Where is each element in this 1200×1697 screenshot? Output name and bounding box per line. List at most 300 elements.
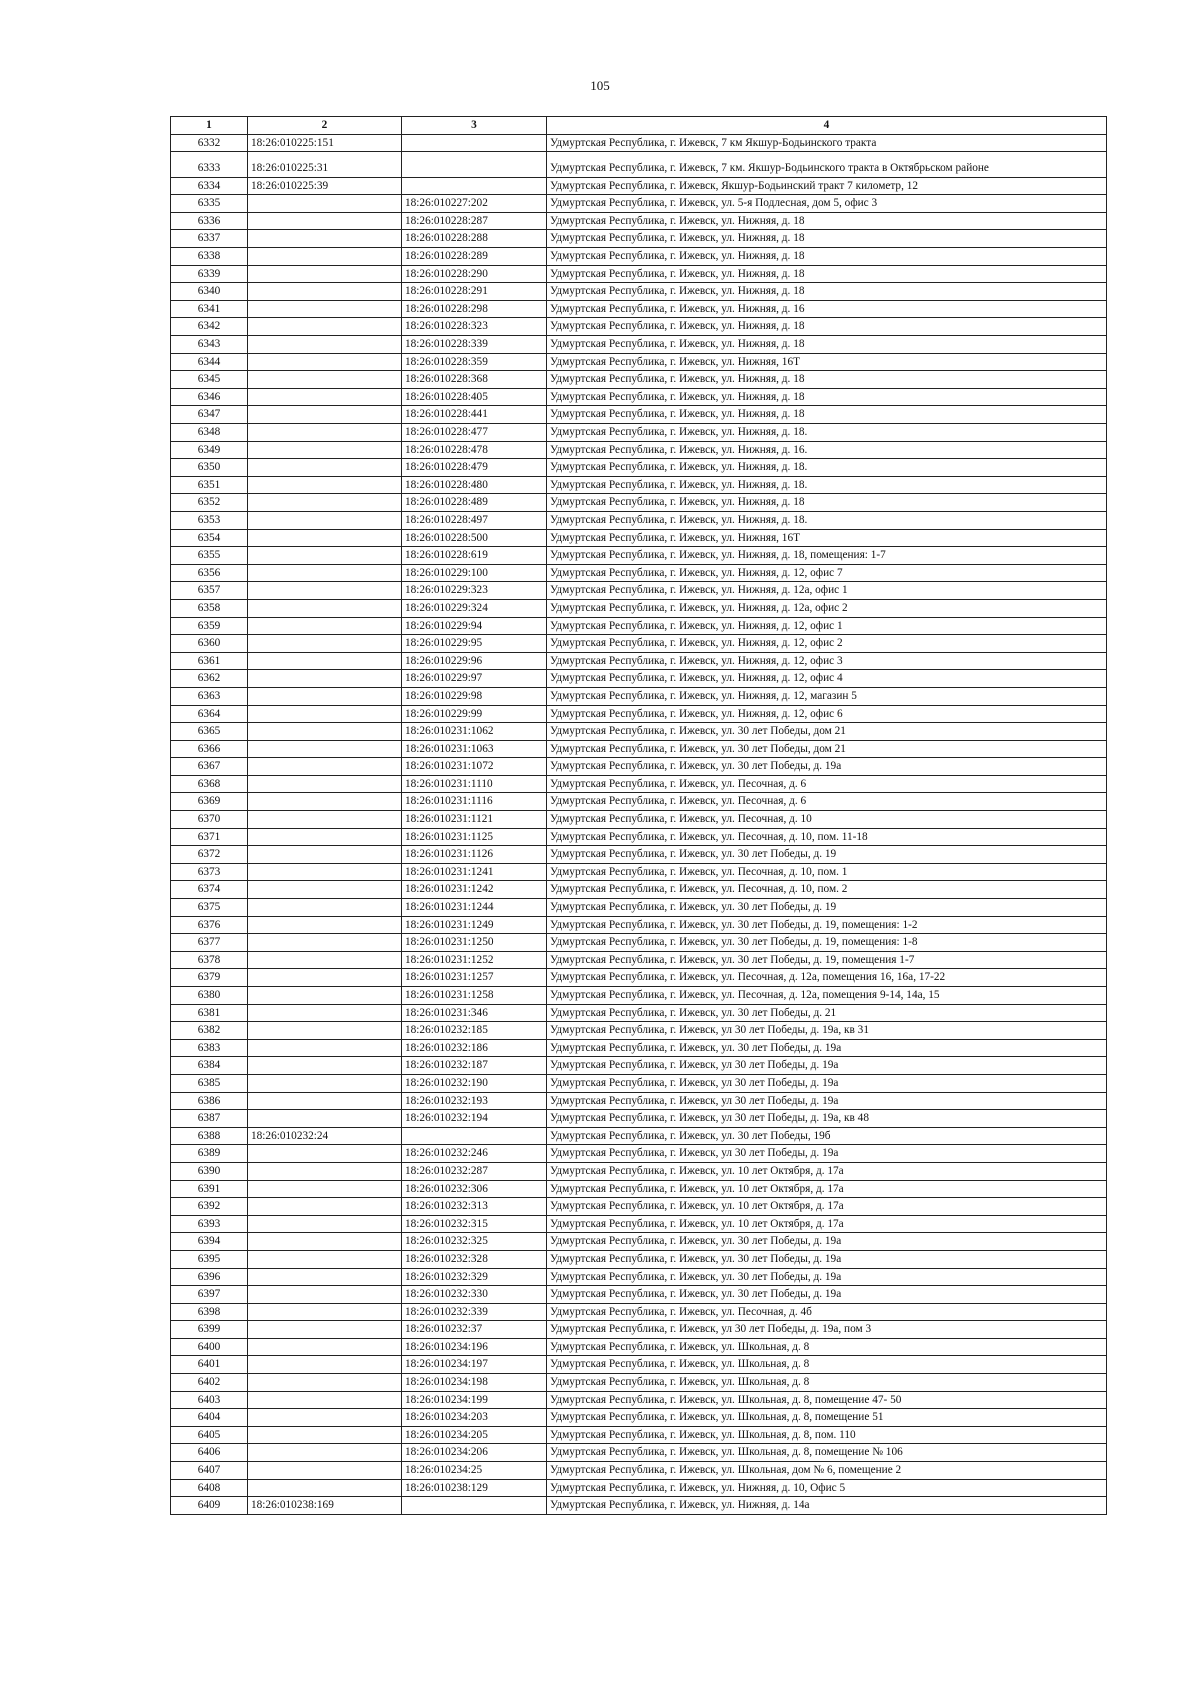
table-row	[171, 441, 1107, 459]
address-cell: Удмуртская Республика, г. Ижевск, ул. Нижняя, д. 18	[547, 371, 1107, 389]
parcel-number-cell	[248, 793, 402, 811]
table-row	[171, 1110, 1107, 1128]
parcel-number-cell	[248, 336, 402, 354]
object-number-cell: 18:26:010229:99	[402, 705, 547, 723]
parcel-number-cell	[248, 1286, 402, 1304]
row-number-cell: 6374	[171, 881, 248, 899]
row-number-cell: 6352	[171, 494, 248, 512]
parcel-number-cell	[248, 1039, 402, 1057]
parcel-number-cell	[248, 300, 402, 318]
parcel-number-cell: 18:26:010225:31	[248, 152, 402, 178]
row-number-cell: 6407	[171, 1462, 248, 1480]
row-number-cell: 6395	[171, 1250, 248, 1268]
address-cell: Удмуртская Республика, г. Ижевск, ул 30 лет Победы, д. 19а	[547, 1074, 1107, 1092]
address-cell: Удмуртская Республика, г. Ижевск, ул. Песочная, д. 10, пом. 2	[547, 881, 1107, 899]
address-cell: Удмуртская Республика, г. Ижевск, Якшур-Бодьинский тракт 7 километр, 12	[547, 177, 1107, 195]
parcel-number-cell	[248, 1233, 402, 1251]
object-number-cell: 18:26:010231:1116	[402, 793, 547, 811]
address-cell: Удмуртская Республика, г. Ижевск, ул 30 лет Победы, д. 19а, кв 48	[547, 1110, 1107, 1128]
table-row	[171, 1180, 1107, 1198]
row-number-cell: 6340	[171, 283, 248, 301]
table-row	[171, 1409, 1107, 1427]
object-number-cell: 18:26:010231:1062	[402, 723, 547, 741]
table-row	[171, 934, 1107, 952]
table-row	[171, 406, 1107, 424]
object-number-cell: 18:26:010232:37	[402, 1321, 547, 1339]
address-cell: Удмуртская Республика, г. Ижевск, ул. Нижняя, д. 18	[547, 212, 1107, 230]
address-cell: Удмуртская Республика, г. Ижевск, ул. Нижняя, д. 12а, офис 1	[547, 582, 1107, 600]
object-number-cell: 18:26:010228:298	[402, 300, 547, 318]
address-cell: Удмуртская Республика, г. Ижевск, ул. 30 лет Победы, д. 19а	[547, 1250, 1107, 1268]
object-number-cell: 18:26:010228:479	[402, 459, 547, 477]
address-cell: Удмуртская Республика, г. Ижевск, ул. Нижняя, д. 14а	[547, 1497, 1107, 1515]
address-cell: Удмуртская Республика, г. Ижевск, ул. Песочная, д. 4б	[547, 1303, 1107, 1321]
table-row	[171, 1074, 1107, 1092]
row-number-cell: 6347	[171, 406, 248, 424]
row-number-cell: 6342	[171, 318, 248, 336]
row-number-cell: 6391	[171, 1180, 248, 1198]
address-cell: Удмуртская Республика, г. Ижевск, ул. Нижняя, д. 18.	[547, 459, 1107, 477]
header-col-1: 1	[171, 117, 248, 135]
object-number-cell: 18:26:010228:368	[402, 371, 547, 389]
row-number-cell: 6332	[171, 134, 248, 152]
row-number-cell: 6345	[171, 371, 248, 389]
row-number-cell: 6337	[171, 230, 248, 248]
header-col-3: 3	[402, 117, 547, 135]
table-row	[171, 318, 1107, 336]
table-row	[171, 459, 1107, 477]
parcel-number-cell	[248, 1426, 402, 1444]
object-number-cell: 18:26:010232:194	[402, 1110, 547, 1128]
address-cell: Удмуртская Республика, г. Ижевск, ул. Песочная, д. 12а, помещения 9-14, 14а, 15	[547, 987, 1107, 1005]
table-row	[171, 1391, 1107, 1409]
parcel-number-cell	[248, 388, 402, 406]
header-col-4: 4	[547, 117, 1107, 135]
address-cell: Удмуртская Республика, г. Ижевск, ул. Нижняя, д. 18.	[547, 476, 1107, 494]
parcel-number-cell	[248, 318, 402, 336]
address-cell: Удмуртская Республика, г. Ижевск, ул. 30 лет Победы, д. 19	[547, 899, 1107, 917]
address-cell: Удмуртская Республика, г. Ижевск, ул. Школьная, д. 8, помещение № 106	[547, 1444, 1107, 1462]
row-number-cell: 6383	[171, 1039, 248, 1057]
row-number-cell: 6363	[171, 687, 248, 705]
row-number-cell: 6406	[171, 1444, 248, 1462]
parcel-number-cell	[248, 969, 402, 987]
table-row	[171, 599, 1107, 617]
object-number-cell: 18:26:010228:323	[402, 318, 547, 336]
parcel-number-cell	[248, 1180, 402, 1198]
row-number-cell: 6368	[171, 775, 248, 793]
page-number: 105	[590, 78, 610, 93]
row-number-cell: 6397	[171, 1286, 248, 1304]
object-number-cell: 18:26:010234:203	[402, 1409, 547, 1427]
object-number-cell: 18:26:010232:190	[402, 1074, 547, 1092]
address-cell: Удмуртская Республика, г. Ижевск, ул. Нижняя, д. 12, офис 3	[547, 652, 1107, 670]
row-number-cell: 6387	[171, 1110, 248, 1128]
object-number-cell: 18:26:010228:497	[402, 511, 547, 529]
object-number-cell: 18:26:010231:1063	[402, 740, 547, 758]
table-row	[171, 1145, 1107, 1163]
address-cell: Удмуртская Республика, г. Ижевск, ул. Нижняя, д. 18	[547, 494, 1107, 512]
table-row	[171, 1479, 1107, 1497]
parcel-number-cell	[248, 951, 402, 969]
row-number-cell: 6353	[171, 511, 248, 529]
table-row	[171, 652, 1107, 670]
row-number-cell: 6356	[171, 564, 248, 582]
row-number-cell: 6344	[171, 353, 248, 371]
parcel-number-cell	[248, 1444, 402, 1462]
row-number-cell: 6362	[171, 670, 248, 688]
object-number-cell: 18:26:010228:619	[402, 547, 547, 565]
address-cell: Удмуртская Республика, г. Ижевск, ул 30 лет Победы, д. 19а	[547, 1057, 1107, 1075]
parcel-number-cell	[248, 441, 402, 459]
table-row	[171, 1004, 1107, 1022]
parcel-number-cell	[248, 406, 402, 424]
address-cell: Удмуртская Республика, г. Ижевск, ул. Песочная, д. 12а, помещения 16, 16а, 17-22	[547, 969, 1107, 987]
address-cell: Удмуртская Республика, г. Ижевск, ул. Нижняя, д. 12, магазин 5	[547, 687, 1107, 705]
address-cell: Удмуртская Республика, г. Ижевск, ул. 30 лет Победы, д. 19а	[547, 1268, 1107, 1286]
address-cell: Удмуртская Республика, г. Ижевск, ул. 5-я Подлесная, дом 5, офис 3	[547, 195, 1107, 213]
table-row	[171, 1374, 1107, 1392]
row-number-cell: 6343	[171, 336, 248, 354]
row-number-cell: 6394	[171, 1233, 248, 1251]
object-number-cell: 18:26:010232:325	[402, 1233, 547, 1251]
table-row	[171, 1092, 1107, 1110]
address-cell: Удмуртская Республика, г. Ижевск, ул. Школьная, д. 8, помещение 51	[547, 1409, 1107, 1427]
table-row	[171, 670, 1107, 688]
row-number-cell: 6333	[171, 152, 248, 178]
address-cell: Удмуртская Республика, г. Ижевск, ул. Песочная, д. 10	[547, 811, 1107, 829]
parcel-number-cell	[248, 652, 402, 670]
address-cell: Удмуртская Республика, г. Ижевск, ул. Нижняя, д. 12, офис 4	[547, 670, 1107, 688]
object-number-cell: 18:26:010234:206	[402, 1444, 547, 1462]
row-number-cell: 6398	[171, 1303, 248, 1321]
table-row	[171, 230, 1107, 248]
table-row	[171, 265, 1107, 283]
row-number-cell: 6409	[171, 1497, 248, 1515]
object-number-cell: 18:26:010234:196	[402, 1338, 547, 1356]
header-row	[171, 117, 1107, 135]
object-number-cell: 18:26:010231:1110	[402, 775, 547, 793]
row-number-cell: 6396	[171, 1268, 248, 1286]
address-cell: Удмуртская Республика, г. Ижевск, ул. 30 лет Победы, 19б	[547, 1127, 1107, 1145]
table-row	[171, 1039, 1107, 1057]
parcel-number-cell	[248, 1022, 402, 1040]
object-number-cell: 18:26:010228:478	[402, 441, 547, 459]
row-number-cell: 6376	[171, 916, 248, 934]
address-cell: Удмуртская Республика, г. Ижевск, ул. 30 лет Победы, дом 21	[547, 723, 1107, 741]
table-row	[171, 1356, 1107, 1374]
address-cell: Удмуртская Республика, г. Ижевск, ул. 30 лет Победы, д. 19, помещения: 1-2	[547, 916, 1107, 934]
object-number-cell: 18:26:010229:323	[402, 582, 547, 600]
object-number-cell: 18:26:010232:328	[402, 1250, 547, 1268]
row-number-cell: 6403	[171, 1391, 248, 1409]
row-number-cell: 6354	[171, 529, 248, 547]
object-number-cell: 18:26:010231:1241	[402, 863, 547, 881]
parcel-number-cell	[248, 1303, 402, 1321]
address-cell: Удмуртская Республика, г. Ижевск, ул. 30 лет Победы, д. 19а	[547, 1039, 1107, 1057]
table-row	[171, 177, 1107, 195]
object-number-cell: 18:26:010228:288	[402, 230, 547, 248]
row-number-cell: 6364	[171, 705, 248, 723]
address-cell: Удмуртская Республика, г. Ижевск, ул. 30 лет Победы, д. 19, помещения: 1-8	[547, 934, 1107, 952]
object-number-cell	[402, 1497, 547, 1515]
address-cell: Удмуртская Республика, г. Ижевск, ул. Песочная, д. 6	[547, 793, 1107, 811]
address-cell: Удмуртская Республика, г. Ижевск, ул. 30 лет Победы, д. 19а	[547, 1233, 1107, 1251]
row-number-cell: 6351	[171, 476, 248, 494]
address-cell: Удмуртская Республика, г. Ижевск, ул. Нижняя, д. 12, офис 2	[547, 635, 1107, 653]
object-number-cell: 18:26:010228:339	[402, 336, 547, 354]
row-number-cell: 6399	[171, 1321, 248, 1339]
table-row	[171, 476, 1107, 494]
row-number-cell: 6370	[171, 811, 248, 829]
table-row	[171, 863, 1107, 881]
row-number-cell: 6384	[171, 1057, 248, 1075]
object-number-cell: 18:26:010229:94	[402, 617, 547, 635]
address-cell: Удмуртская Республика, г. Ижевск, ул. Нижняя, д. 12, офис 1	[547, 617, 1107, 635]
row-number-cell: 6366	[171, 740, 248, 758]
table-row	[171, 248, 1107, 266]
row-number-cell: 6371	[171, 828, 248, 846]
table-row	[171, 811, 1107, 829]
registry-table	[170, 116, 1107, 1515]
address-cell: Удмуртская Республика, г. Ижевск, ул. Нижняя, д. 16	[547, 300, 1107, 318]
row-number-cell: 6381	[171, 1004, 248, 1022]
table-row	[171, 740, 1107, 758]
parcel-number-cell	[248, 1004, 402, 1022]
address-cell: Удмуртская Республика, г. Ижевск, ул 30 лет Победы, д. 19а	[547, 1092, 1107, 1110]
row-number-cell: 6393	[171, 1215, 248, 1233]
object-number-cell: 18:26:010228:405	[402, 388, 547, 406]
header-col-2: 2	[248, 117, 402, 135]
row-number-cell: 6408	[171, 1479, 248, 1497]
parcel-number-cell	[248, 476, 402, 494]
object-number-cell: 18:26:010231:1072	[402, 758, 547, 776]
address-cell: Удмуртская Республика, г. Ижевск, ул. Песочная, д. 10, пом. 11-18	[547, 828, 1107, 846]
table-row	[171, 152, 1107, 178]
row-number-cell: 6350	[171, 459, 248, 477]
object-number-cell: 18:26:010231:1125	[402, 828, 547, 846]
parcel-number-cell	[248, 899, 402, 917]
table-row	[171, 1444, 1107, 1462]
object-number-cell: 18:26:010228:477	[402, 424, 547, 442]
table-row	[171, 1022, 1107, 1040]
object-number-cell: 18:26:010231:1249	[402, 916, 547, 934]
object-number-cell: 18:26:010228:489	[402, 494, 547, 512]
address-cell: Удмуртская Республика, г. Ижевск, 7 км Якшур-Бодьинского тракта	[547, 134, 1107, 152]
address-cell: Удмуртская Республика, г. Ижевск, ул. 10 лет Октября, д. 17а	[547, 1215, 1107, 1233]
table-row	[171, 705, 1107, 723]
table-row	[171, 1198, 1107, 1216]
address-cell: Удмуртская Республика, г. Ижевск, ул. 10 лет Октября, д. 17а	[547, 1162, 1107, 1180]
object-number-cell: 18:26:010232:186	[402, 1039, 547, 1057]
table-row	[171, 1497, 1107, 1515]
object-number-cell: 18:26:010231:1244	[402, 899, 547, 917]
object-number-cell: 18:26:010231:1250	[402, 934, 547, 952]
row-number-cell: 6355	[171, 547, 248, 565]
parcel-number-cell	[248, 846, 402, 864]
parcel-number-cell	[248, 1462, 402, 1480]
object-number-cell: 18:26:010228:500	[402, 529, 547, 547]
address-cell: Удмуртская Республика, г. Ижевск, ул. 10 лет Октября, д. 17а	[547, 1180, 1107, 1198]
table-row	[171, 1162, 1107, 1180]
parcel-number-cell	[248, 424, 402, 442]
table-row	[171, 1057, 1107, 1075]
row-number-cell: 6372	[171, 846, 248, 864]
row-number-cell: 6369	[171, 793, 248, 811]
object-number-cell: 18:26:010229:96	[402, 652, 547, 670]
table-row	[171, 283, 1107, 301]
row-number-cell: 6385	[171, 1074, 248, 1092]
address-cell: Удмуртская Республика, г. Ижевск, ул. Нижняя, д. 10, Офис 5	[547, 1479, 1107, 1497]
row-number-cell: 6373	[171, 863, 248, 881]
address-cell: Удмуртская Республика, г. Ижевск, ул. Школьная, д. 8, пом. 110	[547, 1426, 1107, 1444]
row-number-cell: 6359	[171, 617, 248, 635]
address-cell: Удмуртская Республика, г. Ижевск, 7 км. Якшур-Бодьинского тракта в Октябрьском районе	[547, 152, 1107, 178]
parcel-number-cell	[248, 1198, 402, 1216]
parcel-number-cell	[248, 987, 402, 1005]
table-row	[171, 1268, 1107, 1286]
parcel-number-cell	[248, 1162, 402, 1180]
object-number-cell: 18:26:010231:1242	[402, 881, 547, 899]
table-row	[171, 424, 1107, 442]
parcel-number-cell	[248, 723, 402, 741]
object-number-cell: 18:26:010232:306	[402, 1180, 547, 1198]
row-number-cell: 6360	[171, 635, 248, 653]
row-number-cell: 6388	[171, 1127, 248, 1145]
parcel-number-cell	[248, 705, 402, 723]
address-cell: Удмуртская Республика, г. Ижевск, ул. Нижняя, 16Т	[547, 529, 1107, 547]
address-cell: Удмуртская Республика, г. Ижевск, ул. Нижняя, д. 18	[547, 388, 1107, 406]
table-row	[171, 828, 1107, 846]
table-row	[171, 1321, 1107, 1339]
table-row	[171, 1215, 1107, 1233]
object-number-cell: 18:26:010232:246	[402, 1145, 547, 1163]
table-row	[171, 635, 1107, 653]
table-row	[171, 758, 1107, 776]
row-number-cell: 6386	[171, 1092, 248, 1110]
row-number-cell: 6392	[171, 1198, 248, 1216]
address-cell: Удмуртская Республика, г. Ижевск, ул 30 лет Победы, д. 19а, кв 31	[547, 1022, 1107, 1040]
address-cell: Удмуртская Республика, г. Ижевск, ул. Школьная, д. 8, помещение 47- 50	[547, 1391, 1107, 1409]
row-number-cell: 6357	[171, 582, 248, 600]
parcel-number-cell	[248, 687, 402, 705]
table-row	[171, 723, 1107, 741]
address-cell: Удмуртская Республика, г. Ижевск, ул. 30 лет Победы, д. 21	[547, 1004, 1107, 1022]
row-number-cell: 6379	[171, 969, 248, 987]
row-number-cell: 6400	[171, 1338, 248, 1356]
row-number-cell: 6349	[171, 441, 248, 459]
object-number-cell: 18:26:010228:441	[402, 406, 547, 424]
parcel-number-cell	[248, 230, 402, 248]
parcel-number-cell	[248, 1057, 402, 1075]
object-number-cell: 18:26:010228:289	[402, 248, 547, 266]
address-cell: Удмуртская Республика, г. Ижевск, ул. Нижняя, д. 18	[547, 265, 1107, 283]
table-row	[171, 212, 1107, 230]
address-cell: Удмуртская Республика, г. Ижевск, ул 30 лет Победы, д. 19а	[547, 1145, 1107, 1163]
object-number-cell: 18:26:010232:315	[402, 1215, 547, 1233]
table-row	[171, 987, 1107, 1005]
parcel-number-cell	[248, 670, 402, 688]
table-row	[171, 793, 1107, 811]
table-row	[171, 336, 1107, 354]
table-row	[171, 846, 1107, 864]
row-number-cell: 6341	[171, 300, 248, 318]
table-row	[171, 494, 1107, 512]
table-row	[171, 300, 1107, 318]
object-number-cell: 18:26:010234:198	[402, 1374, 547, 1392]
object-number-cell: 18:26:010228:290	[402, 265, 547, 283]
address-cell: Удмуртская Республика, г. Ижевск, ул. 10 лет Октября, д. 17а	[547, 1198, 1107, 1216]
table-row	[171, 134, 1107, 152]
object-number-cell: 18:26:010229:324	[402, 599, 547, 617]
table-header	[171, 117, 1107, 135]
object-number-cell: 18:26:010228:359	[402, 353, 547, 371]
address-cell: Удмуртская Республика, г. Ижевск, ул. 30 лет Победы, д. 19а	[547, 1286, 1107, 1304]
object-number-cell: 18:26:010229:100	[402, 564, 547, 582]
table-row	[171, 388, 1107, 406]
parcel-number-cell	[248, 529, 402, 547]
parcel-number-cell	[248, 1074, 402, 1092]
parcel-number-cell	[248, 265, 402, 283]
address-cell: Удмуртская Республика, г. Ижевск, ул. Нижняя, д. 12а, офис 2	[547, 599, 1107, 617]
object-number-cell: 18:26:010231:1126	[402, 846, 547, 864]
table-row	[171, 881, 1107, 899]
object-number-cell: 18:26:010231:1257	[402, 969, 547, 987]
address-cell: Удмуртская Республика, г. Ижевск, ул. Нижняя, д. 18	[547, 318, 1107, 336]
parcel-number-cell	[248, 881, 402, 899]
parcel-number-cell	[248, 547, 402, 565]
parcel-number-cell	[248, 582, 402, 600]
object-number-cell: 18:26:010231:346	[402, 1004, 547, 1022]
row-number-cell: 6334	[171, 177, 248, 195]
table-row	[171, 1338, 1107, 1356]
parcel-number-cell	[248, 775, 402, 793]
row-number-cell: 6377	[171, 934, 248, 952]
parcel-number-cell	[248, 1374, 402, 1392]
row-number-cell: 6338	[171, 248, 248, 266]
address-cell: Удмуртская Республика, г. Ижевск, ул. Нижняя, д. 12, офис 6	[547, 705, 1107, 723]
row-number-cell: 6404	[171, 1409, 248, 1427]
parcel-number-cell	[248, 1268, 402, 1286]
parcel-number-cell	[248, 371, 402, 389]
parcel-number-cell	[248, 740, 402, 758]
row-number-cell: 6402	[171, 1374, 248, 1392]
parcel-number-cell	[248, 1092, 402, 1110]
address-cell: Удмуртская Республика, г. Ижевск, ул. 30 лет Победы, д. 19	[547, 846, 1107, 864]
parcel-number-cell	[248, 1145, 402, 1163]
row-number-cell: 6367	[171, 758, 248, 776]
parcel-number-cell	[248, 459, 402, 477]
address-cell: Удмуртская Республика, г. Ижевск, ул. Нижняя, д. 18	[547, 406, 1107, 424]
table-row	[171, 511, 1107, 529]
object-number-cell: 18:26:010234:205	[402, 1426, 547, 1444]
parcel-number-cell	[248, 1479, 402, 1497]
row-number-cell: 6389	[171, 1145, 248, 1163]
parcel-number-cell	[248, 1356, 402, 1374]
table-row	[171, 1462, 1107, 1480]
object-number-cell: 18:26:010231:1121	[402, 811, 547, 829]
parcel-number-cell	[248, 212, 402, 230]
address-cell: Удмуртская Республика, г. Ижевск, ул. Нижняя, д. 18, помещения: 1-7	[547, 547, 1107, 565]
parcel-number-cell	[248, 1250, 402, 1268]
parcel-number-cell	[248, 511, 402, 529]
parcel-number-cell	[248, 758, 402, 776]
table-row	[171, 951, 1107, 969]
parcel-number-cell	[248, 635, 402, 653]
table-row	[171, 195, 1107, 213]
table-body	[171, 134, 1107, 1514]
row-number-cell: 6346	[171, 388, 248, 406]
